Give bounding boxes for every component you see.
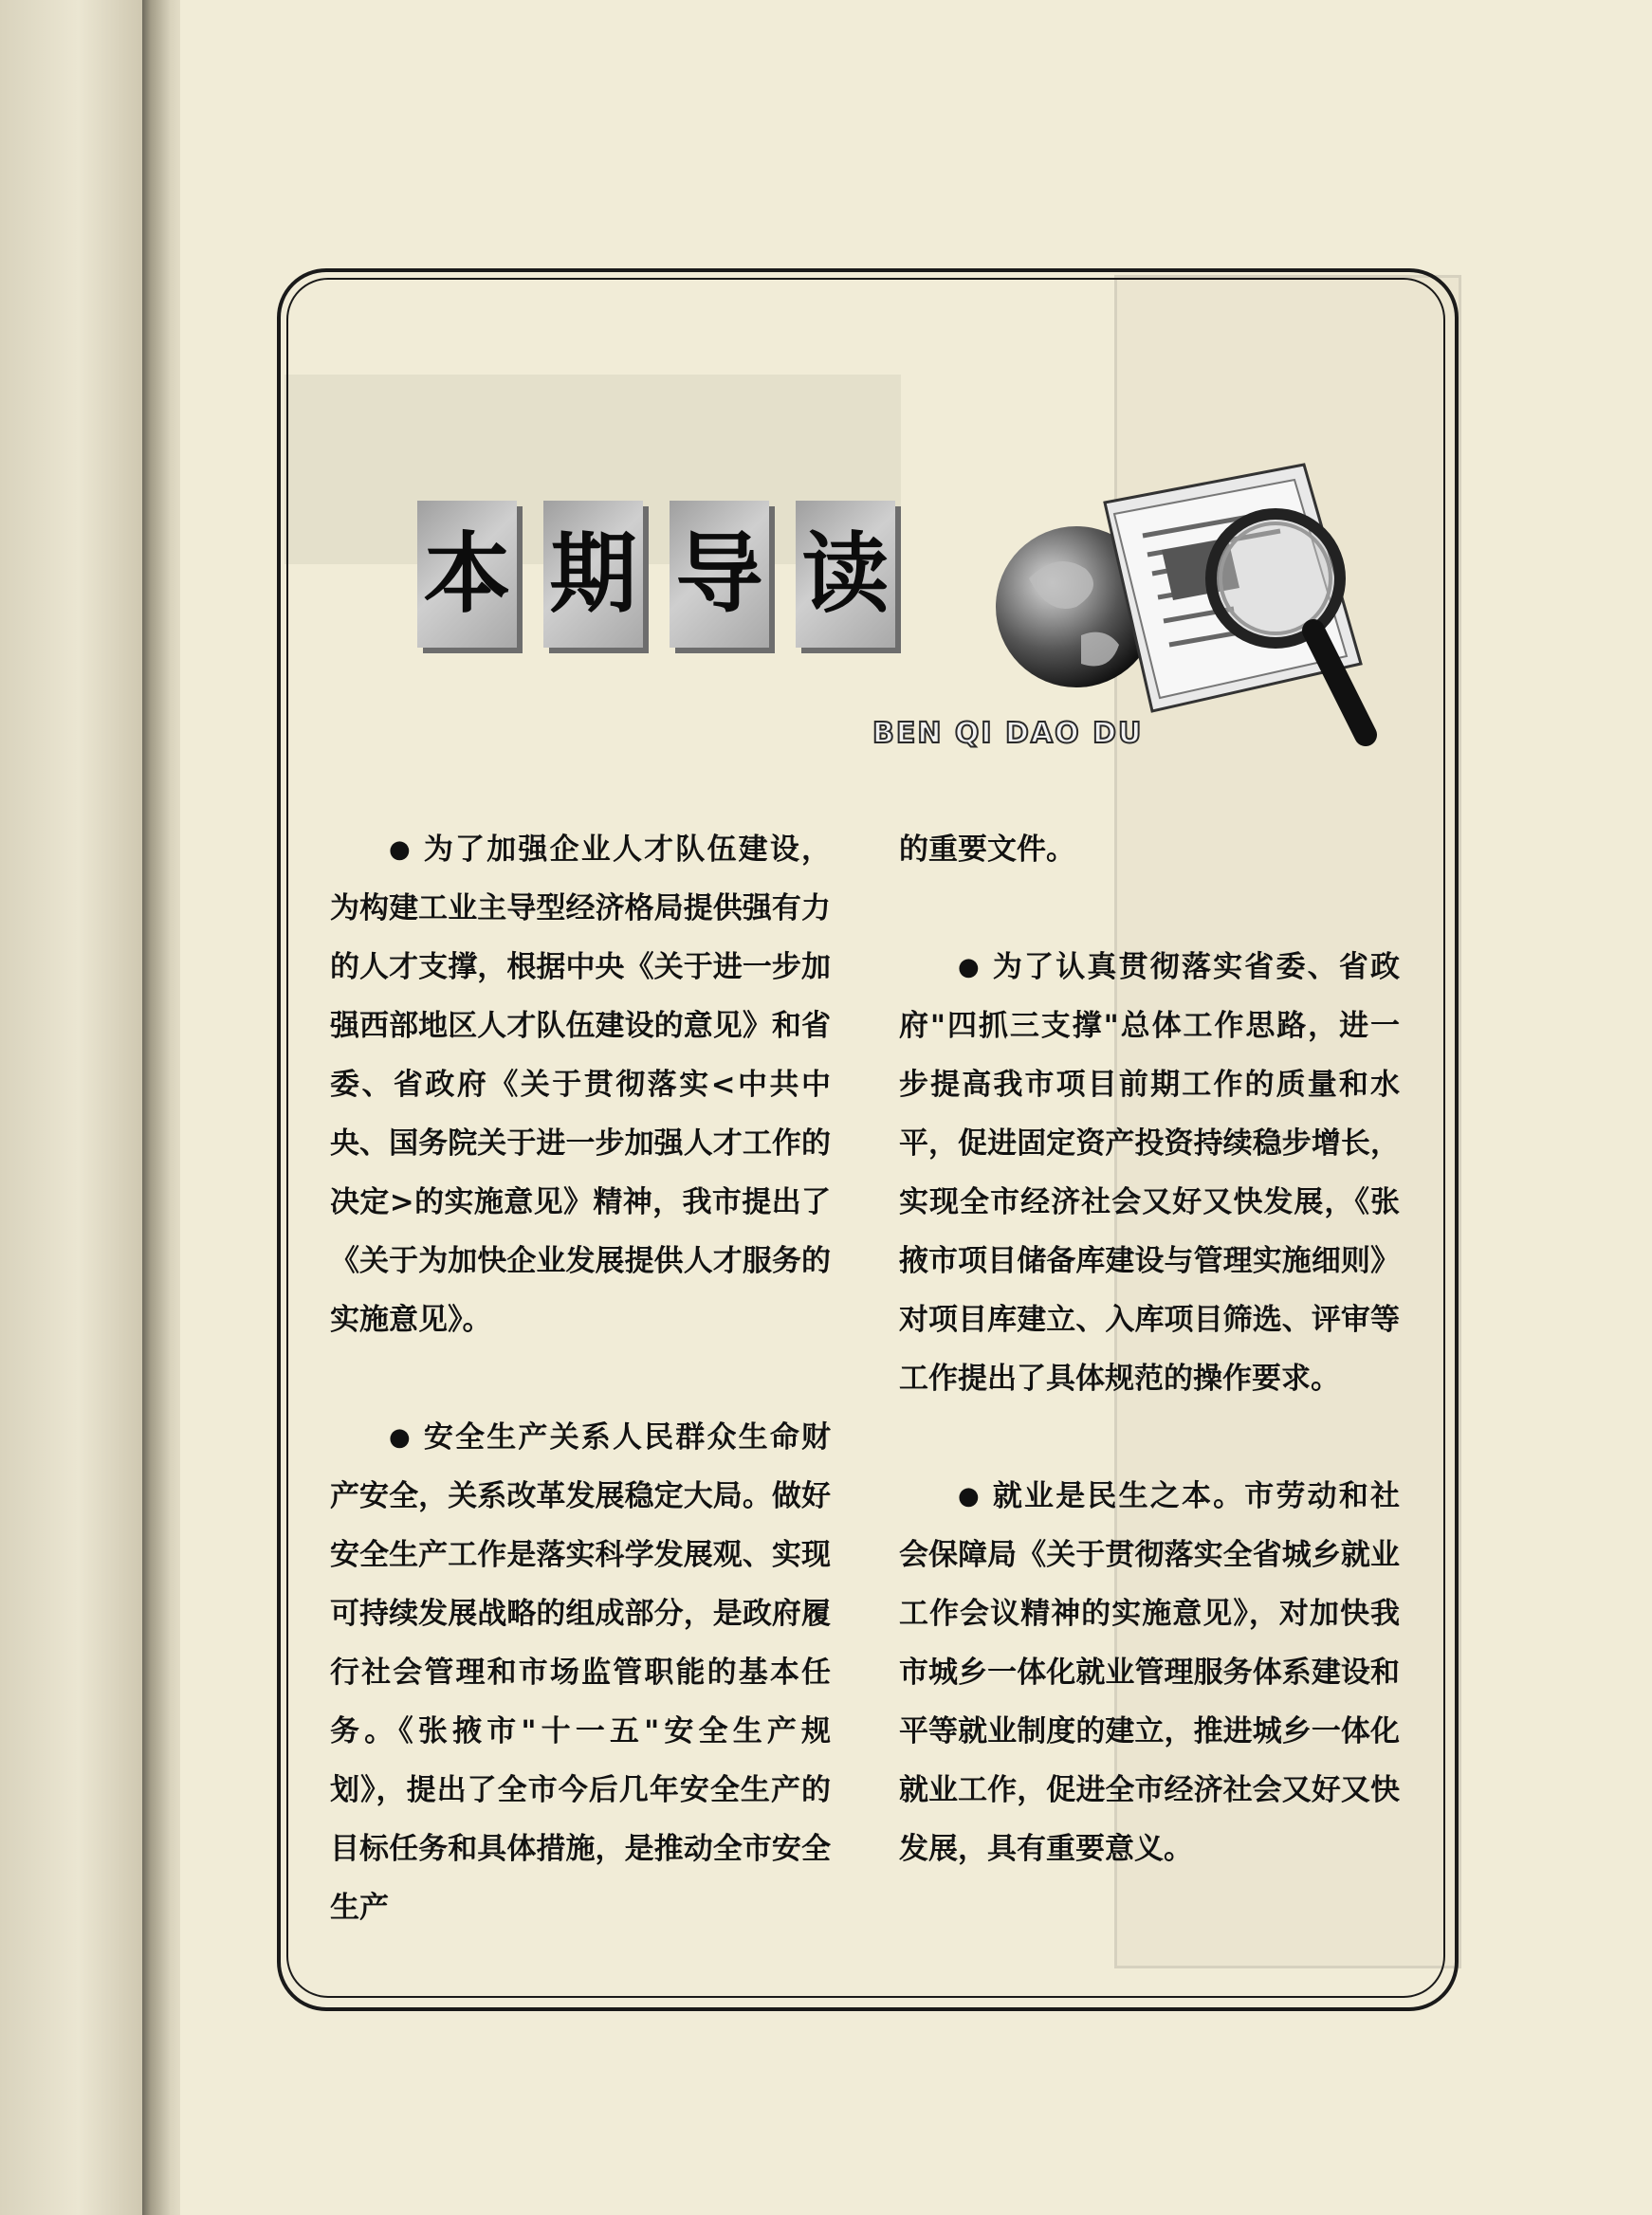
- article-paragraph: [899, 938, 1400, 1408]
- article-paragraph: [330, 820, 831, 1349]
- paragraph-text: 就业是民生之本。市劳动和社会保障局《关于贯彻落实全省城乡就业工作会议精神的实施意见》，对加快我市城乡一体化就业管理服务体系建设和平等就业制度的建立，推进城乡一体化就业工作，促进全市经济社会又好又快发展，具有重要意义。: [899, 1479, 1401, 1866]
- bullet-icon: ●: [958, 1482, 982, 1510]
- bullet-icon: ●: [389, 835, 413, 864]
- title-char-box: 期: [543, 501, 643, 648]
- title-char-box: 导: [670, 501, 769, 648]
- globe-newspaper-magnifier-icon: [991, 446, 1418, 759]
- title-char-box: 本: [417, 501, 517, 648]
- page-title: [417, 501, 895, 648]
- bullet-icon: ●: [389, 1423, 413, 1452]
- paragraph-text: 为了认真贯彻落实省委、省政府"四抓三支撑"总体工作思路，进一步提高我市项目前期工作的质量和水平，促进固定资产投资持续稳步增长，实现全市经济社会又好又快发展，《张掖市项目储备库建设与管理实施细则》对项目库建立、入库项目筛选、评审等工作提出了具体规范的操作要求。: [899, 950, 1401, 1396]
- article-column-left: [330, 820, 831, 1937]
- paragraph-text: 安全生产关系人民群众生命财产安全，关系改革发展稳定大局。做好安全生产工作是落实科学发展观、实现可持续发展战略的组成部分，是政府履行社会管理和市场监管职能的基本任务。《张掖市"十一五"安全生产规划》，提出了全市今后几年安全生产的目标任务和具体措施，是推动全市安全生产: [330, 1420, 832, 1925]
- article-paragraph: [330, 1408, 831, 1937]
- paragraph-text: 的重要文件。: [899, 833, 1075, 867]
- article-column-right: [899, 820, 1400, 1878]
- article-paragraph: [899, 1467, 1400, 1878]
- pinyin-subtitle: BEN QI DAO DU: [872, 717, 1144, 750]
- paragraph-text: 为了加强企业人才队伍建设，为构建工业主导型经济格局提供强有力的人才支撑，根据中央《关于进一步加强西部地区人才队伍建设的意见》和省委、省政府《关于贯彻落实<中共中央、国务院关于进一步加强人才工作的决定>的实施意见》精神，我市提出了《关于为加快企业发展提供人才服务的实施意见》。: [330, 833, 832, 1337]
- article-paragraph-continuation: [899, 820, 1400, 879]
- bullet-icon: ●: [958, 953, 982, 981]
- title-char-box: 读: [796, 501, 895, 648]
- left-page-edge: [0, 0, 142, 2215]
